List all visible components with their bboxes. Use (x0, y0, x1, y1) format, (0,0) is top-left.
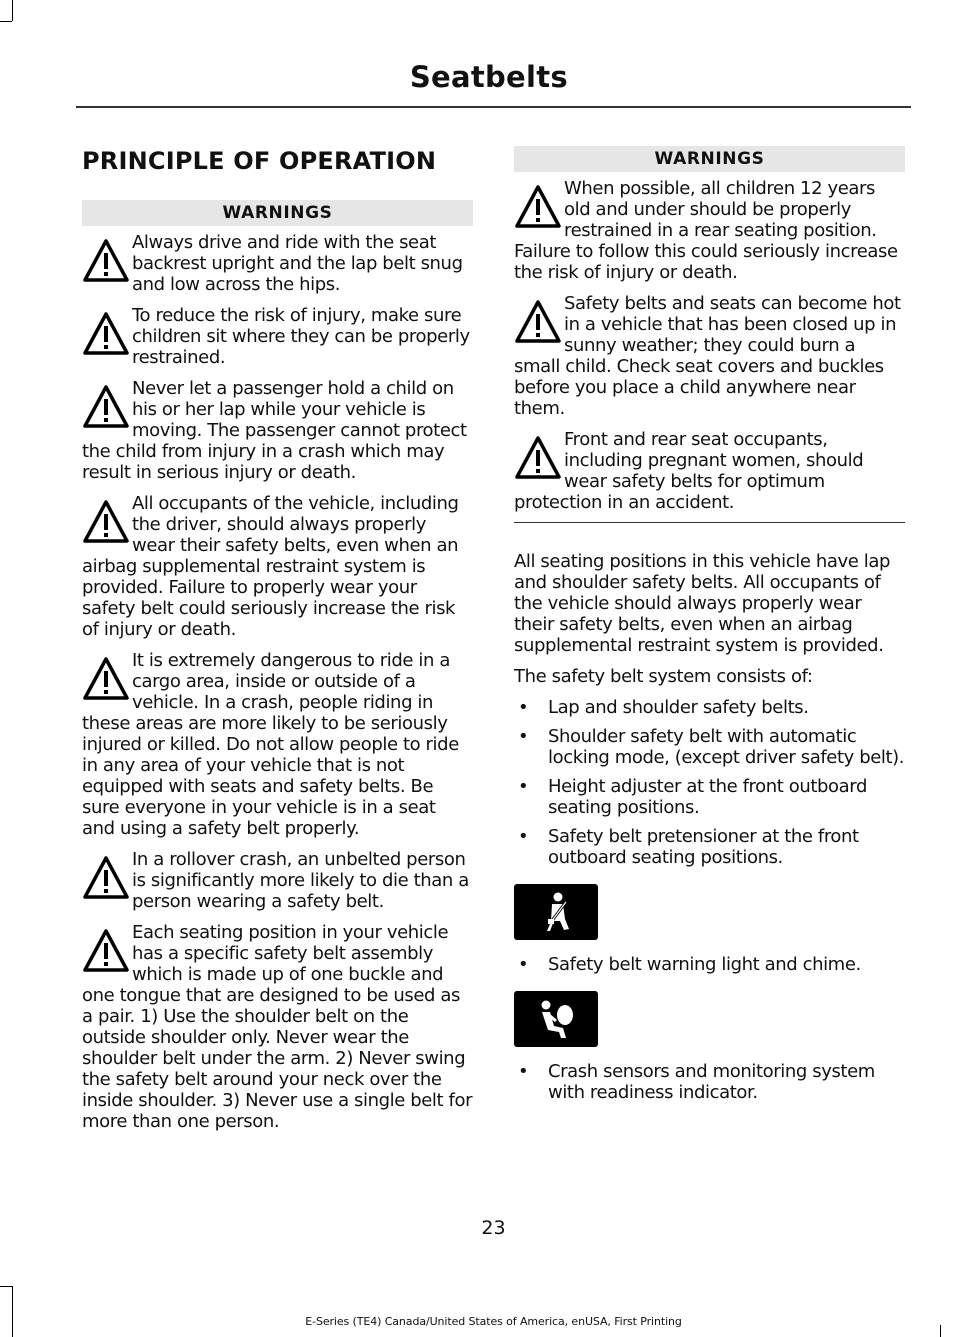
warning-triangle-icon (514, 297, 564, 355)
warning-text: Front and rear seat occupants, including pregnant women, should wear safety belts for optimum protection in an accident. (514, 429, 864, 513)
warnings-heading: WARNINGS (82, 200, 473, 226)
list-item: • Lap and shoulder safety belts. (514, 697, 905, 718)
crop-mark (12, 1286, 13, 1337)
list-item: • Crash sensors and monitoring system with readiness indicator. (514, 1061, 905, 1103)
warning-item (514, 429, 905, 513)
left-column (82, 146, 473, 1142)
warning-item (82, 650, 473, 839)
warning-triangle-icon (82, 926, 132, 984)
warning-text: To reduce the risk of injury, make sure children sit where they can be properly restrained. (132, 305, 470, 368)
crash-sensor-list (514, 1061, 905, 1103)
warning-item (82, 232, 473, 295)
warning-text: Always drive and ride with the seat backrest upright and the lap belt snug and low across the hips. (132, 232, 463, 295)
page-title: Seatbelts (409, 60, 568, 94)
warning-item (82, 493, 473, 640)
warning-triangle-icon (514, 182, 564, 240)
warning-triangle-icon (82, 309, 132, 367)
warning-text: It is extremely dangerous to ride in a cargo area, inside or outside of a vehicle. In a crash, people riding in these areas are more likely to be seriously injured or killed. Do not allow people to ride in any area of your vehicle that is not equipped with seats and safety belts. Be sure everyone in your vehicle is in a seat and using a safety belt properly. (82, 650, 459, 839)
crop-mark (12, 0, 13, 21)
airbag-readiness-light-icon (514, 991, 598, 1047)
warning-text: All occupants of the vehicle, including the driver, should always properly wear their safety belts, even when an airbag supplemental restraint system is provided. Failure to properly wear your safety belt could seriously increase the risk of injury or death. (82, 493, 459, 640)
warning-triangle-icon (82, 382, 132, 440)
list-item: • Shoulder safety belt with automatic locking mode, (except driver safety belt). (514, 726, 905, 768)
warning-text: Never let a passenger hold a child on his or her lap while your vehicle is moving. The passenger cannot protect the child from injury in a crash which may result in serious injury or death. (82, 378, 467, 483)
warning-text: In a rollover crash, an unbelted person is significantly more likely to die than a person wearing a safety belt. (132, 849, 469, 912)
warning-item (82, 849, 473, 912)
warning-item (82, 378, 473, 483)
intro-paragraph: All seating positions in this vehicle have lap and shoulder safety belts. All occupants of the vehicle should always properly wear their safety belts, even when an airbag supplemental restraint system is provided. (514, 551, 891, 656)
system-heading: The safety belt system consists of: (514, 666, 813, 687)
page-number: 23 (481, 1217, 506, 1239)
warning-triangle-icon (82, 654, 132, 712)
footer-text: E-Series (TE4) Canada/United States of America, enUSA, First Printing (305, 1315, 682, 1328)
warning-light-list (514, 954, 905, 975)
warnings-end-rule (514, 513, 905, 523)
warning-text: Safety belts and seats can become hot in a vehicle that has been closed up in sunny weather; they could burn a small child. Check seat covers and buckles before you place a child anywhere near them. (514, 293, 901, 419)
warning-item (514, 293, 905, 419)
section-title: PRINCIPLE OF OPERATION (82, 147, 437, 175)
warning-item (82, 305, 473, 368)
warning-triangle-icon (82, 497, 132, 555)
warning-item (82, 922, 473, 1132)
warning-text: When possible, all children 12 years old and under should be properly restrained in a rear seating position. Failure to follow this could seriously increase the risk of injury or death. (514, 178, 898, 283)
header-rule (76, 106, 911, 108)
warning-triangle-icon (514, 433, 564, 491)
list-item: • Safety belt pretensioner at the front outboard seating positions. (514, 826, 905, 868)
warning-triangle-icon (82, 236, 132, 294)
warning-triangle-icon (82, 853, 132, 911)
warning-item (514, 178, 905, 283)
warnings-heading: WARNINGS (514, 146, 905, 172)
crop-mark (0, 21, 12, 22)
seatbelt-warning-light-icon (514, 884, 598, 940)
warning-text: Each seating position in your vehicle has a specific safety belt assembly which is made up of one buckle and one tongue that are designed to be used as a pair. 1) Use the shoulder belt on the outside shoulder only. Never wear the shoulder belt under the arm. 2) Never swing the safety belt around your neck over the inside shoulder. 3) Never use a single belt for more than one person. (82, 922, 473, 1132)
system-components-list (514, 697, 905, 868)
list-item: • Height adjuster at the front outboard seating positions. (514, 776, 905, 818)
crop-mark (0, 1286, 12, 1287)
right-column (514, 146, 905, 1111)
list-item: • Safety belt warning light and chime. (514, 954, 905, 975)
